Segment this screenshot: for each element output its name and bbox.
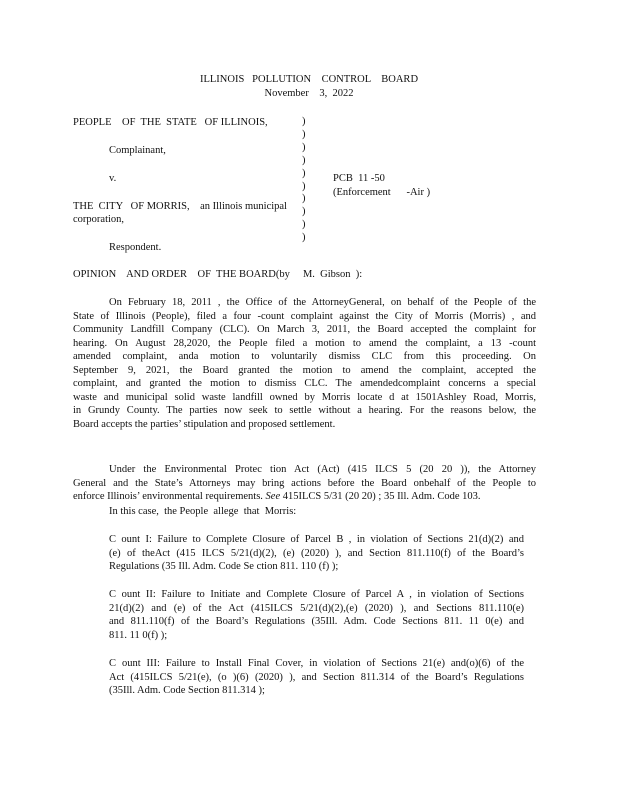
plaintiff-name: PEOPLE OF THE STATE OF ILLINOIS, [73,117,268,128]
caption-parenthesis-column: ) ) ) ) ) ) ) ) ) ) [302,116,306,244]
count-line: and 811.110(f) of the Board’s Regulations (35Ill. Adm. Code Sections 811. 11 0(e) and [109,616,524,627]
paragraph-line: State of Illinois (People), filed a four -count complaint against the City of Morris (Morris) , and [73,310,536,322]
paragraph-line: complaint, and granted the motion to dismiss CLC. The amendedcomplaint concerns a special [73,378,536,389]
paragraph-line: enforce Illinois’ environmental requirements. See 415ILCS 5/31 (20 20) ; 35 Ill. Adm. Code 103. [73,491,481,502]
defendant-name-line1: THE CITY OF MORRIS, an Illinois municipal [73,201,287,212]
count-line: 21(d)(2) and (e) of the Act (415ILCS 5/21(d)(2),(e) (2020) ), and Sections 811.110(e) [109,602,524,614]
paragraph-line: hearing. On August 28,2020, the People filed a motion to amend the complaint, a 13 -count [73,337,536,349]
count-1 [109,533,524,574]
respondent-label: Respondent. [109,242,162,253]
paragraph-line: Under the Environmental Protec tion Act (Act) (415 ILCS 5 (20 20 )), the Attorney [109,464,536,475]
count-line: C ount III: Failure to Install Final Cover, in violation of Sections 21(e) and(o)(6) of the [109,658,524,669]
case-number: PCB 11 -50 [333,173,385,184]
count-3 [109,657,524,698]
count-line: (e) of theAct (415 ILCS 5/21(d)(2), (e) (2020) ), and Section 811.110(f) of the Board’s [109,547,524,559]
defendant-name-line2: corporation, [73,214,125,225]
see-citation-signal: See [265,491,281,502]
case-type: (Enforcement -Air ) [333,187,431,198]
count-line: (35Ill. Adm. Code Section 811.314 ); [109,685,265,696]
count-line: 811. 11 0(f) ); [109,629,168,641]
paragraph-line: Community Landfill Company (CLC). On March 3, 2011, the Board accepted the complaint for [73,324,536,335]
count-line: Act (415ILCS 5/21(e), (o )(6) (2020) ), and Section 811.314 of the Board’s Regulations [109,671,524,683]
complainant-label: Complainant, [109,145,166,156]
paragraph-line: amended complaint, anda motion to voluntarily dismiss CLC from this proceeding. On [73,351,536,362]
opinion-date: November 3, 2022 [264,88,354,99]
paragraph-line: On February 18, 2011 , the Office of the AttorneyGeneral, on behalf of the People of the [109,297,536,308]
paragraph-background [73,296,536,431]
paragraph-line: General and the State’s Attorneys may bring actions before the Board onbehalf of the People to [73,477,536,489]
versus-label: v. [109,173,117,184]
count-line: C ount II: Failure to Initiate and Complete Closure of Parcel A , in violation of Sections [109,589,524,600]
board-title: ILLINOIS POLLUTION CONTROL BOARD [199,74,419,85]
count-2 [109,588,524,642]
paragraph-legal-authority [73,463,536,504]
paragraph-line: waste and municipal solid waste landfill owned by Morris locate d at 1501Ashley Road, Morris, [73,391,536,403]
paragraph-line: in Grundy County. The parties now seek to settle without a hearing. For the reasons below, the [73,405,536,416]
count-line: Regulations (35 Ill. Adm. Code Se ction 811. 110 (f) ); [109,561,339,572]
count-line: C ount I: Failure to Complete Closure of Parcel B , in violation of Sections 21(d)(2) and [109,534,524,545]
paragraph-line: September 9, 2021, the Board granted the motion to amend the complaint, accepted the [73,364,536,376]
opinion-heading: OPINION AND ORDER OF THE BOARD(by M. Gibson ): [73,269,363,280]
allegation-intro: In this case, the People allege that Morris: [109,506,297,517]
paragraph-line: Board accepts the parties’ stipulation and proposed settlement. [73,418,336,430]
